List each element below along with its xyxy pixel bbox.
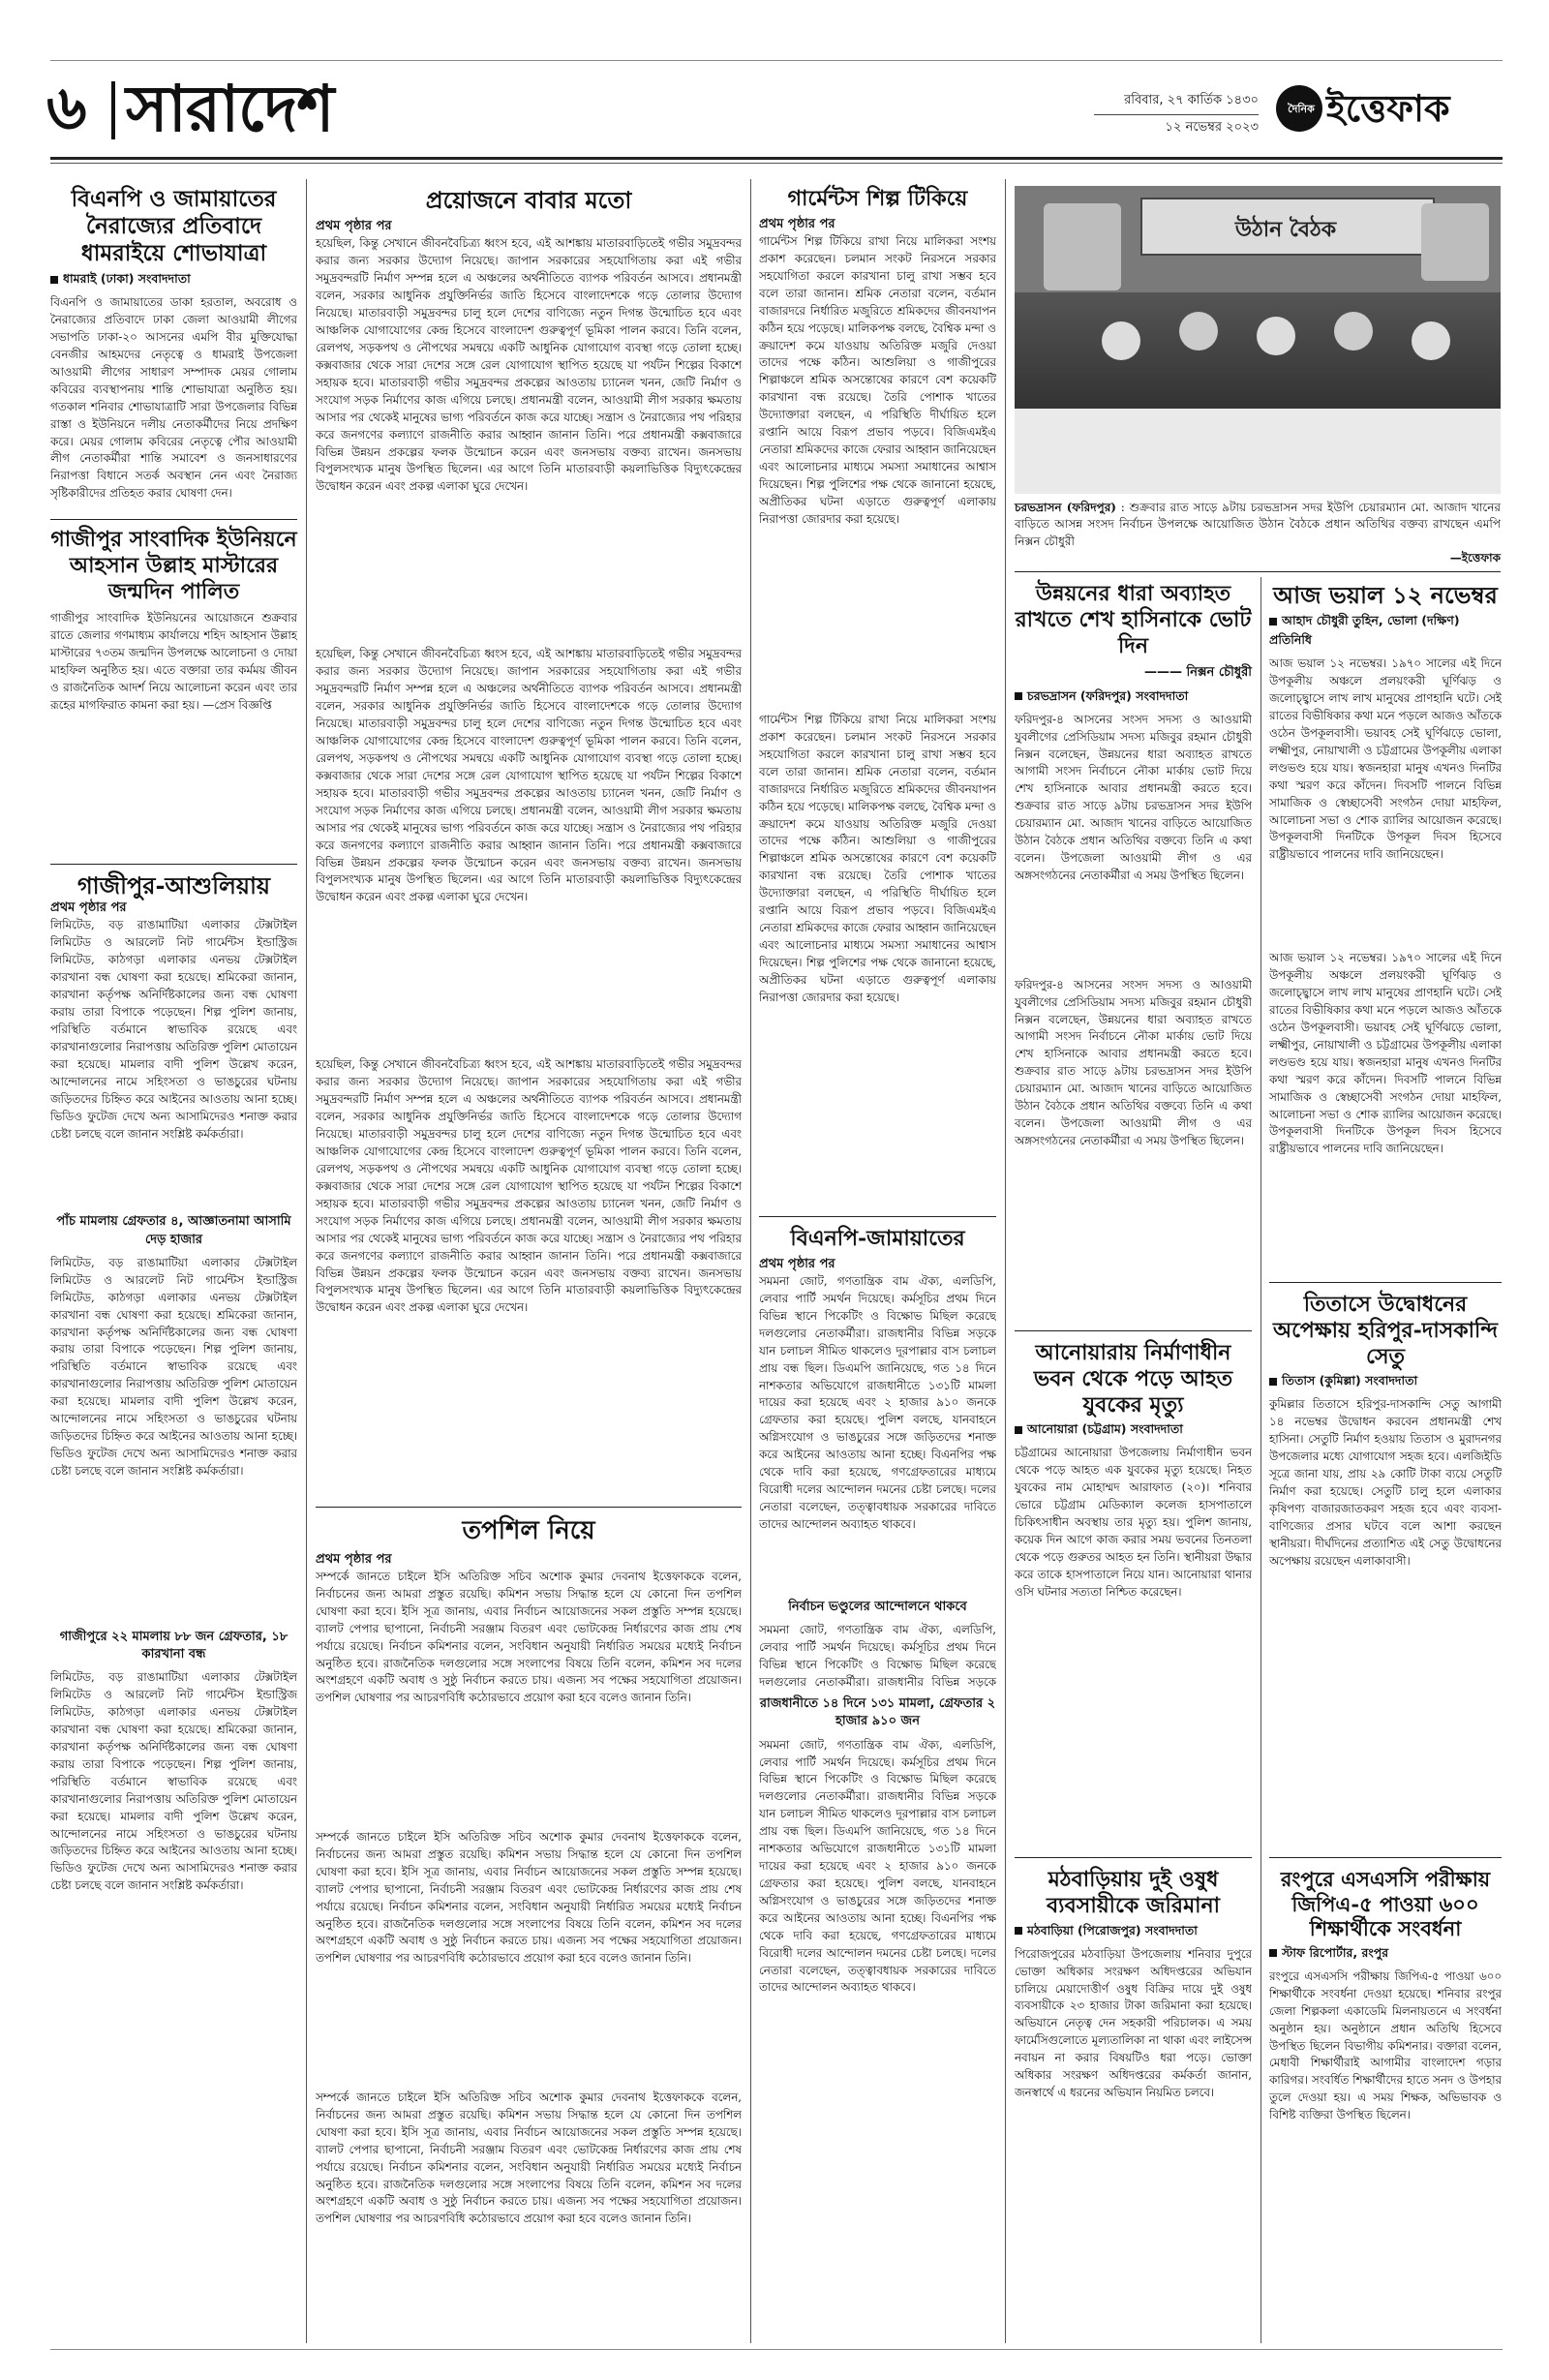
article-bnp-jamaat — [759, 1226, 996, 2344]
masthead-rule-thin — [50, 163, 1503, 164]
byline: আনোয়ারা (চট্টগ্রাম) সংবাদদাতা — [1015, 1421, 1252, 1441]
byline: আহাদ চৌধুরী তুহিন, ভোলা (দক্ষিণ) প্রতিনিধি — [1269, 613, 1460, 648]
column-rule — [1260, 577, 1261, 2343]
headline: গাজীপুর-আশুলিয়ায় — [76, 871, 271, 900]
photo-person — [1334, 312, 1373, 351]
article-body: কুমিল্লার তিতাসে হরিপুর-দাসকান্দি সেতু আগামী ১৪ নভেম্বর উদ্বোধন করবেন প্রধানমন্ত্রী শেখ হাসিনা। সেতুটি নির্মাণ হওয়ায় তিতাস ও মুরাদনগর উপজেলার মধ্যে যোগাযোগ সহজ হবে। এলজিইডি সূত্রে জানা যায়, প্রায় ২৯ কোটি টাকা ব্যয়ে সেতুটি নির্মাণ করা হয়েছে। সেতুটি চালু হলে এলাকার কৃষিপণ্য বাজারজাতকরণ সহজ হবে এবং ব্যবসা-বাণিজ্যের প্রসার ঘটবে বলে আশা করছেন স্থানীয়রা। দীর্ঘদিনের প্রত্যাশিত এই সেতু উদ্বোধনের অপেক্ষায় রয়েছেন এলাকাবাসী। — [1269, 1397, 1502, 1568]
photo-portrait-right — [1421, 203, 1489, 281]
headline: আনোয়ারায় নির্মাণাধীন ভবন থেকে পড়ে আহত যুবকের মৃত্যু — [1033, 1340, 1233, 1418]
subhead: নির্বাচন ভণ্ডুলের আন্দোলনে থাকবে — [788, 1600, 967, 1615]
photo-credit: —ইত্তেফাক — [1449, 551, 1501, 565]
column-rule — [1005, 179, 1006, 2343]
page-number: ৬ — [46, 72, 87, 144]
logo-main-text: ইত্তেফাক — [1326, 86, 1450, 130]
article-gazipur-journalist — [50, 527, 297, 861]
article-father-like — [316, 186, 742, 1503]
article-anowara — [1015, 1340, 1252, 1853]
divider — [50, 864, 297, 865]
byline: চরভদ্রাসন (ফরিদপুর) সংবাদদাতা — [1015, 688, 1252, 708]
divider — [759, 1216, 996, 1217]
divider — [1015, 1330, 1252, 1331]
photo-person — [1257, 317, 1295, 355]
issue-date-bn: রবিবার, ২৭ কার্তিক ১৪৩০ — [1124, 93, 1259, 107]
article-body: ফরিদপুর-৪ আসনের সংসদ সদস্য ও আওয়ামী যুবলীগের প্রেসিডিয়াম সদস্য মজিবুর রহমান চৌধুরী নিক্সন বলেছেন, উন্নয়নের ধারা অব্যাহত রাখতে আগামী সংসদ নির্বাচনে নৌকা মার্কায় ভোট দিয়ে শেখ হাসিনাকে আবার প্রধানমন্ত্রী করতে হবে। শুক্রবার রাত সাড়ে ৯টায় চরভদ্রাসন সদর ইউপি চেয়ারম্যান মো. আজাদ খানের বাড়িতে আয়োজিত উঠান বৈঠকে প্রধান অতিথির বক্তব্যে তিনি এ কথা বলেন। উপজেলা আওয়ামী লীগ ও এর অঙ্গসংগঠনের নেতাকর্মীরা এ সময় উপস্থিত ছিলেন। — [1015, 712, 1252, 882]
headline: তপশিল নিয়ে — [462, 1516, 595, 1545]
headline: আজ ভয়াল ১২ নভেম্বর — [1273, 581, 1498, 609]
kicker: প্রথম পৃষ্ঠার পর — [50, 900, 127, 916]
article-mathbaria — [1015, 1867, 1252, 2343]
kicker: প্রথম পৃষ্ঠার পর — [316, 1551, 392, 1567]
date-divider — [1094, 114, 1259, 115]
article-body-cont: সম্পর্কে জানতে চাইলে ইসি অতিরিক্ত সচিব অশোক কুমার দেবনাথ ইত্তেফাককে বলেন, নির্বাচনের জন্য আমরা প্রস্তুত রয়েছি। কমিশন সভায় সিদ্ধান্ত হলে যে কোনো দিন তপশিল ঘোষণা করা হবে। ইসি সূত্র জানায়, এবার নির্বাচন আয়োজনের সকল প্রস্তুতি সম্পন্ন হয়েছে। ব্যালট পেপার ছাপানো, নির্বাচনী সরঞ্জাম বিতরণ এবং ভোটকেন্দ্র নির্ধারণের কাজ প্রায় শেষ পর্যায়ে রয়েছে। নির্বাচন কমিশনার বলেন, সংবিধান অনুযায়ী নির্ধারিত সময়ের মধ্যেই নির্বাচন অনুষ্ঠিত হবে। রাজনৈতিক দলগুলোর সঙ্গে সংলাপের বিষয়ে তিনি বলেন, কমিশন সব দলের অংশগ্রহণে একটি অবাধ ও সুষ্ঠু নির্বাচন করতে চায়। এজন্য সব পক্ষের সহযোগিতা প্রয়োজন। তপশিল ঘোষণার পর আচরণবিধি কঠোরভাবে প্রয়োগ করা হবে বলেও জানান তিনি। — [316, 1829, 742, 1966]
article-body-cont: ফরিদপুর-৪ আসনের সংসদ সদস্য ও আওয়ামী যুবলীগের প্রেসিডিয়াম সদস্য মজিবুর রহমান চৌধুরী নিক্সন বলেছেন, উন্নয়নের ধারা অব্যাহত রাখতে আগামী সংসদ নির্বাচনে নৌকা মার্কায় ভোট দিয়ে শেখ হাসিনাকে আবার প্রধানমন্ত্রী করতে হবে। শুক্রবার রাত সাড়ে ৯টায় চরভদ্রাসন সদর ইউপি চেয়ারম্যান মো. আজাদ খানের বাড়িতে আয়োজিত উঠান বৈঠকে প্রধান অতিথির বক্তব্যে তিনি এ কথা বলেন। উপজেলা আওয়ামী লীগ ও এর অঙ্গসংগঠনের নেতাকর্মীরা এ সময় উপস্থিত ছিলেন। — [1015, 977, 1252, 1147]
column-rule — [306, 179, 307, 2343]
photo-table — [1015, 409, 1501, 494]
article-body-cont: আজ ভয়াল ১২ নভেম্বর। ১৯৭০ সালের এই দিনে উপকূলীয় অঞ্চলে প্রলয়ংকরী ঘূর্ণিঝড় ও জলোচ্ছ্বাসে লাখ লাখ মানুষের প্রাণহানি ঘটে। সেই রাতের বিভীষিকার কথা মনে পড়লে আজও আঁতকে ওঠেন উপকূলবাসী। ভয়াবহ সেই ঘূর্ণিঝড়ে ভোলা, লক্ষ্মীপুর, নোয়াখালী ও চট্টগ্রামের উপকূলীয় এলাকা লণ্ডভণ্ড হয়ে যায়। স্বজনহারা মানুষ এখনও দিনটির কথা স্মরণ করে কাঁদেন। দিবসটি পালনে বিভিন্ন সামাজিক ও স্বেচ্ছাসেবী সংগঠন দোয়া মাহফিল, আলোচনা সভা ও শোক র‍্যালির আয়োজন করেছে। উপকূলবাসী দিনটিকে উপকূল দিবস হিসেবে রাষ্ট্রীয়ভাবে পালনের দাবি জানিয়েছেন। — [1269, 951, 1502, 1156]
headline: বিএনপি-জামায়াতের — [790, 1226, 965, 1251]
article-body-cont: হয়েছিল, কিন্তু সেখানে জীবনবৈচিত্র্য ধ্বংস হবে, এই আশঙ্কায় মাতারবাড়িতেই গভীর সমুদ্রবন্দর করার জন্য সরকার উদ্যোগ নিয়েছে। জাপান সরকারের সহযোগিতায় করা এই গভীর সমুদ্রবন্দরটি নির্মাণ সম্পন্ন হলে এ অঞ্চলের অর্থনীতিতে ব্যাপক পরিবর্তন আসবে। প্রধানমন্ত্রী বলেন, সরকার আধুনিক প্রযুক্তিনির্ভর জাতি হিসেবে বাংলাদেশকে গড়ে তোলার উদ্যোগ নিয়েছে। মাতারবাড়ী সমুদ্রবন্দর চালু হলে দেশের বাণিজ্যে নতুন দিগন্ত উন্মোচিত হবে এবং আঞ্চলিক যোগাযোগের কেন্দ্র হিসেবে বাংলাদেশ গুরুত্বপূর্ণ ভূমিকা পালন করবে। তিনি বলেন, রেলপথ, সড়কপথ ও নৌপথের সমন্বয়ে একটি আধুনিক যোগাযোগ ব্যবস্থা গড়ে তোলা হচ্ছে। কক্সবাজার থেকে সারা দেশের সঙ্গে রেল যোগাযোগ স্থাপিত হয়েছে যা পর্যটন শিল্পের বিকাশে সহায়ক হবে। মাতারবাড়ী গভীর সমুদ্রবন্দর প্রকল্পের আওতায় চ্যানেল খনন, জেটি নির্মাণ ও সংযোগ সড়ক নির্মাণের কাজ এগিয়ে চলছে। প্রধানমন্ত্রী বলেন, আওয়ামী লীগ সরকার ক্ষমতায় আসার পর থেকেই মানুষের ভাগ্য পরিবর্তনে কাজ করে যাচ্ছে। সন্ত্রাস ও নৈরাজ্যের পথ পরিহার করে জনগণের কল্যাণে রাজনীতি করার আহ্বান জানান তিনি। পরে প্রধানমন্ত্রী কক্সবাজারে বিভিন্ন উন্নয়ন প্রকল্পের ফলক উন্মোচন করেন এবং জনসভায় বক্তব্য রাখেন। জনসভায় বিপুলসংখ্যক মানুষ উপস্থিত ছিলেন। এর আগে তিনি মাতারবাড়ী কয়লাভিত্তিক বিদ্যুৎকেন্দ্রের উদ্বোধন করেন এবং প্রকল্প এলাকা ঘুরে দেখেন। — [316, 647, 742, 904]
article-body: আজ ভয়াল ১২ নভেম্বর। ১৯৭০ সালের এই দিনে উপকূলীয় অঞ্চলে প্রলয়ংকরী ঘূর্ণিঝড় ও জলোচ্ছ্বাসে লাখ লাখ মানুষের প্রাণহানি ঘটে। সেই রাতের বিভীষিকার কথা মনে পড়লে আজও আঁতকে ওঠেন উপকূলবাসী। ভয়াবহ সেই ঘূর্ণিঝড়ে ভোলা, লক্ষ্মীপুর, নোয়াখালী ও চট্টগ্রামের উপকূলীয় এলাকা লণ্ডভণ্ড হয়ে যায়। স্বজনহারা মানুষ এখনও দিনটির কথা স্মরণ করে কাঁদেন। দিবসটি পালনে বিভিন্ন সামাজিক ও স্বেচ্ছাসেবী সংগঠন দোয়া মাহফিল, আলোচনা সভা ও শোক র‍্যালির আয়োজন করেছে। উপকূলবাসী দিনটিকে উপকূল দিবস হিসেবে রাষ্ট্রীয়ভাবে পালনের দাবি জানিয়েছেন। — [1269, 656, 1502, 862]
article-body: সমমনা জোট, গণতান্ত্রিক বাম ঐক্য, এলডিপি, লেবার পার্টি সমর্থন দিয়েছে। কর্মসূচির প্রথম দিনে বিভিন্ন স্থানে পিকেটিং ও বিক্ষোভ মিছিল করেছে দলগুলোর নেতাকর্মীরা। রাজধানীর বিভিন্ন সড়কে যান চলাচল সীমিত থাকলেও দূরপাল্লার বাস চলাচল প্রায় বন্ধ ছিল। ডিএমপি জানিয়েছে, গত ১৪ দিনে নাশকতার অভিযোগে রাজধানীতে ১৩১টি মামলা দায়ের করা হয়েছে এবং ২ হাজার ৯১০ জনকে গ্রেফতার করা হয়েছে। পুলিশ বলছে, যানবাহনে অগ্নিসংযোগ ও ভাঙচুরের সঙ্গে জড়িতদের শনাক্ত করে আইনের আওতায় আনা হচ্ছে। বিএনপির পক্ষ থেকে দাবি করা হয়েছে, গণগ্রেফতারের মাধ্যমে বিরোধী দলের আন্দোলন দমনের চেষ্টা চলছে। দলের নেতারা বলেছেন, তত্ত্বাবধায়ক সরকারের দাবিতে তাদের আন্দোলন অব্যাহত থাকবে। — [759, 1274, 996, 1531]
article-body-cont: লিমিটেড, বড় রাঙামাটিয়া এলাকার টেক্সটাইল লিমিটেড ও আরলেট নিট গার্মেন্টস ইন্ডাস্ট্রিজ লিমিটেড, কাঠগড়া এলাকার এনভয় টেক্সটাইল কারখানা বন্ধ ঘোষণা করা হয়েছে। শ্রমিকেরা জানান, কারখানা কর্তৃপক্ষ অনির্দিষ্টকালের জন্য বন্ধ ঘোষণা করায় তারা বিপাকে পড়েছেন। শিল্প পুলিশ জানায়, পরিস্থিতি বর্তমানে স্বাভাবিক রয়েছে এবং কারখানাগুলোর নিরাপত্তায় অতিরিক্ত পুলিশ মোতায়েন করা হয়েছে। মামলার বাদী পুলিশ উল্লেখ করেন, আন্দোলনের নামে সহিংসতা ও ভাঙচুরের ঘটনায় জড়িতদের চিহ্নিত করে আইনের আওতায় আনা হচ্ছে। ভিডিও ফুটেজ দেখে অন্য আসামিদেরও শনাক্ত করার চেষ্টা চলছে বলে জানান সংশ্লিষ্ট কর্মকর্তারা। — [50, 1670, 297, 1893]
divider — [1015, 571, 1501, 572]
article-bhola — [1269, 581, 1502, 1278]
article-titas — [1269, 1292, 1502, 1853]
masthead-rule — [50, 157, 1503, 160]
logo-small-text: দৈনিক — [1288, 103, 1315, 115]
article-body: গার্মেন্টস শিল্প টিকিয়ে রাখা নিয়ে মালিকরা সংশয় প্রকাশ করেছেন। চলমান সংকট নিরসনে সরকার সহযোগিতা করলে কারখানা চালু রাখা সম্ভব হবে বলে তারা জানান। শ্রমিক নেতারা বলেন, বর্তমান বাজারদরে নির্ধারিত মজুরিতে শ্রমিকদের জীবনযাপন কঠিন হয়ে পড়েছে। মালিকপক্ষ বলছে, বৈশ্বিক মন্দা ও ক্রয়াদেশ কমে যাওয়ায় অতিরিক্ত মজুরি দেওয়া তাদের পক্ষে কঠিন। আশুলিয়া ও গাজীপুরের শিল্পাঞ্চলে শ্রমিক অসন্তোষের কারণে বেশ কয়েকটি কারখানা বন্ধ রয়েছে। তৈরি পোশাক খাতের উদ্যোক্তারা বলছেন, এ পরিস্থিতি দীর্ঘায়িত হলে রপ্তানি আয়ে বিরূপ প্রভাব পড়বে। বিজিএমইএ নেতারা শ্রমিকদের কাজে ফেরার আহ্বান জানিয়েছেন এবং আলোচনার মাধ্যমে সমস্যা সমাধানের আশ্বাস দিয়েছেন। শিল্প পুলিশের পক্ষ থেকে জানানো হয়েছে, অপ্রীতিকর ঘটনা এড়াতে গুরুত্বপূর্ণ এলাকায় নিরাপত্তা জোরদার করা হয়েছে। — [759, 234, 996, 526]
article-gazipur-ashulia — [50, 871, 297, 2343]
byline: মঠবাড়িয়া (পিরোজপুর) সংবাদদাতা — [1015, 1923, 1252, 1942]
headline: মঠবাড়িয়ায় দুই ওষুধ ব্যবসায়ীকে জরিমানা — [1046, 1867, 1221, 1918]
section-title: সারাদেশ — [126, 71, 334, 146]
headline: বিএনপি ও জামায়াতের নৈরাজ্যের প্রতিবাদে ধামরাইয়ে শোভাযাত্রা — [71, 186, 277, 267]
top-rule — [50, 60, 1503, 61]
article-body-cont: সমমনা জোট, গণতান্ত্রিক বাম ঐক্য, এলডিপি, লেবার পার্টি সমর্থন দিয়েছে। কর্মসূচির প্রথম দিনে বিভিন্ন স্থানে পিকেটিং ও বিক্ষোভ মিছিল করেছে দলগুলোর নেতাকর্মীরা। রাজধানীর বিভিন্ন সড়কে যান চলাচল সীমিত থাকলেও দূরপাল্লার বাস চলাচল প্রায় বন্ধ ছিল। ডিএমপি জানিয়েছে, গত ১৪ দিনে নাশকতার অভিযোগে রাজধানীতে ১৩১টি মামলা দায়ের করা হয়েছে এবং ২ হাজার ৯১০ জনকে গ্রেফতার করা হয়েছে। পুলিশ বলছে, যানবাহনে অগ্নিসংযোগ ও ভাঙচুরের সঙ্গে জড়িতদের শনাক্ত করে আইনের আওতায় আনা হচ্ছে। বিএনপির পক্ষ থেকে দাবি করা হয়েছে, গণগ্রেফতারের মাধ্যমে বিরোধী দলের আন্দোলন দমনের চেষ্টা চলছে। দলের নেতারা বলেছেন, তত্ত্বাবধায়ক সরকারের দাবিতে তাদের আন্দোলন অব্যাহত থাকবে। — [759, 1737, 996, 1995]
article-body: পিরোজপুরের মঠবাড়িয়া উপজেলায় শনিবার দুপুরে ভোক্তা অধিকার সংরক্ষণ অধিদপ্তরের অভিযান চালিয়ে মেয়াদোত্তীর্ণ ওষুধ বিক্রির দায়ে দুই ওষুধ ব্যবসায়ীকে ২৩ হাজার টাকা জরিমানা করা হয়েছে। অভিযানে নেতৃত্ব দেন সহকারী পরিচালক। এ সময় ফার্মেসিগুলোতে মূল্যতালিকা না থাকা এবং লাইসেন্স নবায়ন না করার বিষয়টিও ধরা পড়ে। ভোক্তা অধিকার সংরক্ষণ অধিদপ্তরের কর্মকর্তা জানান, জনস্বার্থে এ ধরনের অভিযান নিয়মিত চলবে। — [1015, 1946, 1252, 2100]
photo-person — [1179, 312, 1218, 351]
photo-person — [1102, 321, 1140, 360]
headline: প্রয়োজনে বাবার মতো — [425, 186, 632, 214]
divider — [1015, 1857, 1252, 1858]
article-body: রংপুরে এসএসসি পরীক্ষায় জিপিএ-৫ পাওয়া ৬০০ শিক্ষার্থীকে সংবর্ধনা দেওয়া হয়েছে। শনিবার রংপুর জেলা শিল্পকলা একাডেমি মিলনায়তনে এ সংবর্ধনা অনুষ্ঠান হয়। অনুষ্ঠানে প্রধান অতিথি হিসেবে উপস্থিত ছিলেন বিভাগীয় কমিশনার। বক্তারা বলেন, মেধাবী শিক্ষার্থীরাই আগামীর বাংলাদেশ গড়ার কারিগর। সংবর্ধিত শিক্ষার্থীদের হাতে সনদ ও উপহার তুলে দেওয়া হয়। এ সময় শিক্ষক, অভিভাবক ও বিশিষ্ট ব্যক্তিরা উপস্থিত ছিলেন। — [1269, 1968, 1502, 2122]
article-bnp-dhamrai — [50, 186, 297, 515]
divider — [1269, 1282, 1502, 1283]
article-body: চট্টগ্রামের আনোয়ারা উপজেলায় নির্মাণাধীন ভবন থেকে পড়ে আহত এক যুবকের মৃত্যু হয়েছে। নিহত যুবকের নাম মোহাম্মদ আরাফাত (২০)। শনিবার ভোরে চট্টগ্রাম মেডিক্যাল কলেজ হাসপাতালে চিকিৎসাধীন অবস্থায় তার মৃত্যু হয়। পুলিশ জানায়, কয়েক দিন আগে কাজ করার সময় ভবনের তিনতলা থেকে পড়ে গুরুতর আহত হন তিনি। স্থানীয়রা উদ্ধার করে তাকে হাসপাতালে নিয়ে যান। আনোয়ারা থানার ওসি ঘটনার সত্যতা নিশ্চিত করেছেন। — [1015, 1446, 1252, 1599]
article-body: সম্পর্কে জানতে চাইলে ইসি অতিরিক্ত সচিব অশোক কুমার দেবনাথ ইত্তেফাককে বলেন, নির্বাচনের জন্য আমরা প্রস্তুত রয়েছি। কমিশন সভায় সিদ্ধান্ত হলে যে কোনো দিন তপশিল ঘোষণা করা হবে। ইসি সূত্র জানায়, এবার নির্বাচন আয়োজনের সকল প্রস্তুতি সম্পন্ন হয়েছে। ব্যালট পেপার ছাপানো, নির্বাচনী সরঞ্জাম বিতরণ এবং ভোটকেন্দ্র নির্ধারণের কাজ প্রায় শেষ পর্যায়ে রয়েছে। নির্বাচন কমিশনার বলেন, সংবিধান অনুযায়ী নির্ধারিত সময়ের মধ্যেই নির্বাচন অনুষ্ঠিত হবে। রাজনৈতিক দলগুলোর সঙ্গে সংলাপের বিষয়ে তিনি বলেন, কমিশন সব দলের অংশগ্রহণে একটি অবাধ ও সুষ্ঠু নির্বাচন করতে চায়। এজন্য সব পক্ষের সহযোগিতা প্রয়োজন। তপশিল ঘোষণার পর আচরণবিধি কঠোরভাবে প্রয়োগ করা হবে বলেও জানান তিনি। — [316, 1569, 742, 1705]
photo-person — [1412, 321, 1450, 360]
page-number-divider — [111, 81, 115, 139]
article-body: গাজীপুর সাংবাদিক ইউনিয়নের আয়োজনে শুক্রবার রাতে জেলার গণমাধ্যম কার্যালয়ে শহিদ আহসান উল্লাহ মাস্টারের ৭৩তম জন্মদিন উপলক্ষে আলোচনা ও দোয়া মাহফিল অনুষ্ঠিত হয়। এতে বক্তারা তার কর্মময় জীবন ও রাজনৈতিক আদর্শ নিয়ে আলোচনা করেন এবং তার রূহের মাগফিরাত কামনা করা হয়। —প্রেস বিজ্ঞপ্তি — [50, 611, 297, 713]
newspaper-logo — [1276, 77, 1501, 147]
photo-portrait-left — [1044, 203, 1121, 290]
headline: রংপুরে এসএসসি পরীক্ষায় জিপিএ-৫ পাওয়া ৬০০ শিক্ষার্থীকে সংবর্ধনা — [1280, 1867, 1491, 1941]
kicker: প্রথম পৃষ্ঠার পর — [316, 219, 392, 234]
column-rule — [750, 179, 751, 2343]
article-garments — [759, 186, 996, 1212]
headline: গাজীপুর সাংবাদিক ইউনিয়নে আহসান উল্লাহ মাস্টারের জন্মদিন পালিত — [50, 527, 297, 604]
headline: গার্মেন্টস শিল্প টিকিয়ে — [787, 186, 968, 211]
byline: স্টাফ রিপোর্টার, রংপুর — [1269, 1945, 1502, 1965]
subhead: পাঁচ মামলায় গ্রেফতার ৪, আজ্ঞাতনামা আসামি দেড় হাজার — [56, 1214, 291, 1247]
kicker: প্রথম পৃষ্ঠার পর — [759, 216, 835, 231]
article-nixon — [1015, 581, 1252, 1327]
article-body: লিমিটেড, বড় রাঙামাটিয়া এলাকার টেক্সটাইল লিমিটেড ও আরলেট নিট গার্মেন্টস ইন্ডাস্ট্রিজ লিমিটেড, কাঠগড়া এলাকার এনভয় টেক্সটাইল কারখানা বন্ধ ঘোষণা করা হয়েছে। শ্রমিকেরা জানান, কারখানা কর্তৃপক্ষ অনির্দিষ্টকালের জন্য বন্ধ ঘোষণা করায় তারা বিপাকে পড়েছেন। শিল্প পুলিশ জানায়, পরিস্থিতি বর্তমানে স্বাভাবিক রয়েছে এবং কারখানাগুলোর নিরাপত্তায় অতিরিক্ত পুলিশ মোতায়েন করা হয়েছে। মামলার বাদী পুলিশ উল্লেখ করেন, আন্দোলনের নামে সহিংসতা ও ভাঙচুরের ঘটনায় জড়িতদের চিহ্নিত করে আইনের আওতায় আনা হচ্ছে। ভিডিও ফুটেজ দেখে অন্য আসামিদেরও শনাক্ত করার চেষ্টা চলছে বলে জানান সংশ্লিষ্ট কর্মকর্তারা। — [50, 918, 297, 1141]
kicker: প্রথম পৃষ্ঠার পর — [759, 1256, 835, 1271]
issue-date-en: ১২ নভেম্বর ২০২৩ — [1165, 120, 1259, 135]
divider — [50, 519, 297, 520]
article-body-cont: লিমিটেড, বড় রাঙামাটিয়া এলাকার টেক্সটাইল লিমিটেড ও আরলেট নিট গার্মেন্টস ইন্ডাস্ট্রিজ লিমিটেড, কাঠগড়া এলাকার এনভয় টেক্সটাইল কারখানা বন্ধ ঘোষণা করা হয়েছে। শ্রমিকেরা জানান, কারখানা কর্তৃপক্ষ অনির্দিষ্টকালের জন্য বন্ধ ঘোষণা করায় তারা বিপাকে পড়েছেন। শিল্প পুলিশ জানায়, পরিস্থিতি বর্তমানে স্বাভাবিক রয়েছে এবং কারখানাগুলোর নিরাপত্তায় অতিরিক্ত পুলিশ মোতায়েন করা হয়েছে। মামলার বাদী পুলিশ উল্লেখ করেন, আন্দোলনের নামে সহিংসতা ও ভাঙচুরের ঘটনায় জড়িতদের চিহ্নিত করে আইনের আওতায় আনা হচ্ছে। ভিডিও ফুটেজ দেখে অন্য আসামিদেরও শনাক্ত করার চেষ্টা চলছে বলে জানান সংশ্লিষ্ট কর্মকর্তারা। — [50, 1255, 297, 1478]
divider — [1269, 1857, 1502, 1858]
author: ——— নিক্সন চৌধুরী — [1143, 665, 1252, 681]
byline: তিতাস (কুমিল্লা) সংবাদদাতা — [1269, 1373, 1502, 1392]
headline: উন্নয়নের ধারা অব্যাহত রাখতে শেখ হাসিনাকে ভোট দিন — [1015, 581, 1252, 658]
article-body-cont: সমমনা জোট, গণতান্ত্রিক বাম ঐক্য, এলডিপি, লেবার পার্টি সমর্থন দিয়েছে। কর্মসূচির প্রথম দিনে বিভিন্ন স্থানে পিকেটিং ও বিক্ষোভ মিছিল করেছে দলগুলোর নেতাকর্মীরা। রাজধানীর বিভিন্ন সড়কে — [759, 1623, 996, 1689]
headline: তিতাসে উদ্বোধনের অপেক্ষায় হরিপুর-দাসকান্দি সেতু — [1273, 1292, 1498, 1369]
photo-caption: চরভদ্রাসন (ফরিদপুর) : শুক্রবার রাত সাড়ে ৯টায় চরভদ্রাসন সদর ইউপি চেয়ারম্যান মো. আজাদ খানের বাড়িতে আসন্ন সংসদ নির্বাচন উপলক্ষে আয়োজিত উঠান বৈঠকে প্রধান অতিথির বক্তব্য রাখছেন এমপি নিক্সন চৌধুরী —ইত্তেফাক — [1015, 500, 1501, 565]
article-body-cont: হয়েছিল, কিন্তু সেখানে জীবনবৈচিত্র্য ধ্বংস হবে, এই আশঙ্কায় মাতারবাড়িতেই গভীর সমুদ্রবন্দর করার জন্য সরকার উদ্যোগ নিয়েছে। জাপান সরকারের সহযোগিতায় করা এই গভীর সমুদ্রবন্দরটি নির্মাণ সম্পন্ন হলে এ অঞ্চলের অর্থনীতিতে ব্যাপক পরিবর্তন আসবে। প্রধানমন্ত্রী বলেন, সরকার আধুনিক প্রযুক্তিনির্ভর জাতি হিসেবে বাংলাদেশকে গড়ে তোলার উদ্যোগ নিয়েছে। মাতারবাড়ী সমুদ্রবন্দর চালু হলে দেশের বাণিজ্যে নতুন দিগন্ত উন্মোচিত হবে এবং আঞ্চলিক যোগাযোগের কেন্দ্র হিসেবে বাংলাদেশ গুরুত্বপূর্ণ ভূমিকা পালন করবে। তিনি বলেন, রেলপথ, সড়কপথ ও নৌপথের সমন্বয়ে একটি আধুনিক যোগাযোগ ব্যবস্থা গড়ে তোলা হচ্ছে। কক্সবাজার থেকে সারা দেশের সঙ্গে রেল যোগাযোগ স্থাপিত হয়েছে যা পর্যটন শিল্পের বিকাশে সহায়ক হবে। মাতারবাড়ী গভীর সমুদ্রবন্দর প্রকল্পের আওতায় চ্যানেল খনন, জেটি নির্মাণ ও সংযোগ সড়ক নির্মাণের কাজ এগিয়ে চলছে। প্রধানমন্ত্রী বলেন, আওয়ামী লীগ সরকার ক্ষমতায় আসার পর থেকেই মানুষের ভাগ্য পরিবর্তনে কাজ করে যাচ্ছে। সন্ত্রাস ও নৈরাজ্যের পথ পরিহার করে জনগণের কল্যাণে রাজনীতি করার আহ্বান জানান তিনি। পরে প্রধানমন্ত্রী কক্সবাজারে বিভিন্ন উন্নয়ন প্রকল্পের ফলক উন্মোচন করেন এবং জনসভায় বক্তব্য রাখেন। জনসভায় বিপুলসংখ্যক মানুষ উপস্থিত ছিলেন। এর আগে তিনি মাতারবাড়ী কয়লাভিত্তিক বিদ্যুৎকেন্দ্রের উদ্বোধন করেন এবং প্রকল্প এলাকা ঘুরে দেখেন। — [316, 1057, 742, 1315]
caption-text: শুক্রবার রাত সাড়ে ৯টায় চরভদ্রাসন সদর ইউপি চেয়ারম্যান মো. আজাদ খানের বাড়িতে আসন্ন সংসদ নির্বাচন উপলক্ষে আয়োজিত উঠান বৈঠকে প্রধান অতিথির বক্তব্য রাখছেন এমপি নিক্সন চৌধুরী — [1015, 501, 1502, 548]
subhead: গাজীপুরে ২২ মামলায় ৮৮ জন গ্রেফতার, ১৮ কারখানা বন্ধ — [59, 1629, 289, 1663]
caption-place: চরভদ্রাসন (ফরিদপুর) — [1015, 501, 1116, 514]
news-photo — [1015, 186, 1501, 494]
article-body: হয়েছিল, কিন্তু সেখানে জীবনবৈচিত্র্য ধ্বংস হবে, এই আশঙ্কায় মাতারবাড়িতেই গভীর সমুদ্রবন্দর করার জন্য সরকার উদ্যোগ নিয়েছে। জাপান সরকারের সহযোগিতায় করা এই গভীর সমুদ্রবন্দরটি নির্মাণ সম্পন্ন হলে এ অঞ্চলের অর্থনীতিতে ব্যাপক পরিবর্তন আসবে। প্রধানমন্ত্রী বলেন, সরকার আধুনিক প্রযুক্তিনির্ভর জাতি হিসেবে বাংলাদেশকে গড়ে তোলার উদ্যোগ নিয়েছে। মাতারবাড়ী সমুদ্রবন্দর চালু হলে দেশের বাণিজ্যে নতুন দিগন্ত উন্মোচিত হবে এবং আঞ্চলিক যোগাযোগের কেন্দ্র হিসেবে বাংলাদেশ গুরুত্বপূর্ণ ভূমিকা পালন করবে। তিনি বলেন, রেলপথ, সড়কপথ ও নৌপথের সমন্বয়ে একটি আধুনিক যোগাযোগ ব্যবস্থা গড়ে তোলা হচ্ছে। কক্সবাজার থেকে সারা দেশের সঙ্গে রেল যোগাযোগ স্থাপিত হয়েছে যা পর্যটন শিল্পের বিকাশে সহায়ক হবে। মাতারবাড়ী গভীর সমুদ্রবন্দর প্রকল্পের আওতায় চ্যানেল খনন, জেটি নির্মাণ ও সংযোগ সড়ক নির্মাণের কাজ এগিয়ে চলছে। প্রধানমন্ত্রী বলেন, আওয়ামী লীগ সরকার ক্ষমতায় আসার পর থেকেই মানুষের ভাগ্য পরিবর্তনে কাজ করে যাচ্ছে। সন্ত্রাস ও নৈরাজ্যের পথ পরিহার করে জনগণের কল্যাণে রাজনীতি করার আহ্বান জানান তিনি। পরে প্রধানমন্ত্রী কক্সবাজারে বিভিন্ন উন্নয়ন প্রকল্পের ফলক উন্মোচন করেন এবং জনসভায় বক্তব্য রাখেন। জনসভায় বিপুলসংখ্যক মানুষ উপস্থিত ছিলেন। এর আগে তিনি মাতারবাড়ী কয়লাভিত্তিক বিদ্যুৎকেন্দ্রের উদ্বোধন করেন এবং প্রকল্প এলাকা ঘুরে দেখেন। — [316, 236, 742, 494]
article-body: বিএনপি ও জামায়াতের ডাকা হরতাল, অবরোধ ও নৈরাজ্যের প্রতিবাদে ঢাকা জেলা আওয়ামী লীগের সভাপতি ঢাকা-২০ আসনের এমপি বীর মুক্তিযোদ্ধা বেনজীর আহমদের নেতৃত্বে ও ধামরাই উপজেলা আওয়ামী লীগের সাধারণ সম্পাদক মেয়র গোলাম কবিরের ব্যবস্থাপনায় শান্তি শোভাযাত্রা অনুষ্ঠিত হয়। গতকাল শনিবার শোভাযাত্রাটি সারা উপজেলার বিভিন্ন রাস্তা ও ইউনিয়নে দলীয় নেতাকর্মীদের নিয়ে প্রদক্ষিণ করে। মেয়র গোলাম কবিরের নেতৃত্বে পৌর আওয়ামী লীগ নেতাকর্মীরা শান্তি সমাবেশ ও জনসাধারণের নিরাপত্তা বিধানে সতর্ক অবস্থান নেন এবং নৈরাজ্য সৃষ্টিকারীদের প্রতিহত করার ঘোষণা দেন। — [50, 295, 297, 501]
article-tofsil — [316, 1516, 742, 2344]
article-rangpur — [1269, 1867, 1502, 2343]
bottom-rule — [50, 2349, 1503, 2350]
banner-text: উঠান বৈঠক — [1234, 217, 1337, 242]
article-body-cont: সম্পর্কে জানতে চাইলে ইসি অতিরিক্ত সচিব অশোক কুমার দেবনাথ ইত্তেফাককে বলেন, নির্বাচনের জন্য আমরা প্রস্তুত রয়েছি। কমিশন সভায় সিদ্ধান্ত হলে যে কোনো দিন তপশিল ঘোষণা করা হবে। ইসি সূত্র জানায়, এবার নির্বাচন আয়োজনের সকল প্রস্তুতি সম্পন্ন হয়েছে। ব্যালট পেপার ছাপানো, নির্বাচনী সরঞ্জাম বিতরণ এবং ভোটকেন্দ্র নির্ধারণের কাজ প্রায় শেষ পর্যায়ে রয়েছে। নির্বাচন কমিশনার বলেন, সংবিধান অনুযায়ী নির্ধারিত সময়ের মধ্যেই নির্বাচন অনুষ্ঠিত হবে। রাজনৈতিক দলগুলোর সঙ্গে সংলাপের বিষয়ে তিনি বলেন, কমিশন সব দলের অংশগ্রহণে একটি অবাধ ও সুষ্ঠু নির্বাচন করতে চায়। এজন্য সব পক্ষের সহযোগিতা প্রয়োজন। তপশিল ঘোষণার পর আচরণবিধি কঠোরভাবে প্রয়োগ করা হবে বলেও জানান তিনি। — [316, 2090, 742, 2226]
byline: ধামরাই (ঢাকা) সংবাদদাতা — [50, 271, 297, 290]
article-body-cont: গার্মেন্টস শিল্প টিকিয়ে রাখা নিয়ে মালিকরা সংশয় প্রকাশ করেছেন। চলমান সংকট নিরসনে সরকার সহযোগিতা করলে কারখানা চালু রাখা সম্ভব হবে বলে তারা জানান। শ্রমিক নেতারা বলেন, বর্তমান বাজারদরে নির্ধারিত মজুরিতে শ্রমিকদের জীবনযাপন কঠিন হয়ে পড়েছে। মালিকপক্ষ বলছে, বৈশ্বিক মন্দা ও ক্রয়াদেশ কমে যাওয়ায় অতিরিক্ত মজুরি দেওয়া তাদের পক্ষে কঠিন। আশুলিয়া ও গাজীপুরের শিল্পাঞ্চলে শ্রমিক অসন্তোষের কারণে বেশ কয়েকটি কারখানা বন্ধ রয়েছে। তৈরি পোশাক খাতের উদ্যোক্তারা বলছেন, এ পরিস্থিতি দীর্ঘায়িত হলে রপ্তানি আয়ে বিরূপ প্রভাব পড়বে। বিজিএমইএ নেতারা শ্রমিকদের কাজে ফেরার আহ্বান জানিয়েছেন এবং আলোচনার মাধ্যমে সমস্যা সমাধানের আশ্বাস দিয়েছেন। শিল্প পুলিশের পক্ষ থেকে জানানো হয়েছে, অপ্রীতিকর ঘটনা এড়াতে গুরুত্বপূর্ণ এলাকায় নিরাপত্তা জোরদার করা হয়েছে। — [759, 713, 996, 1004]
subhead: রাজধানীতে ১৪ দিনে ১৩১ মামলা, গ্রেফতার ২ হাজার ৯১০ জন — [759, 1696, 996, 1729]
divider — [316, 1507, 742, 1508]
